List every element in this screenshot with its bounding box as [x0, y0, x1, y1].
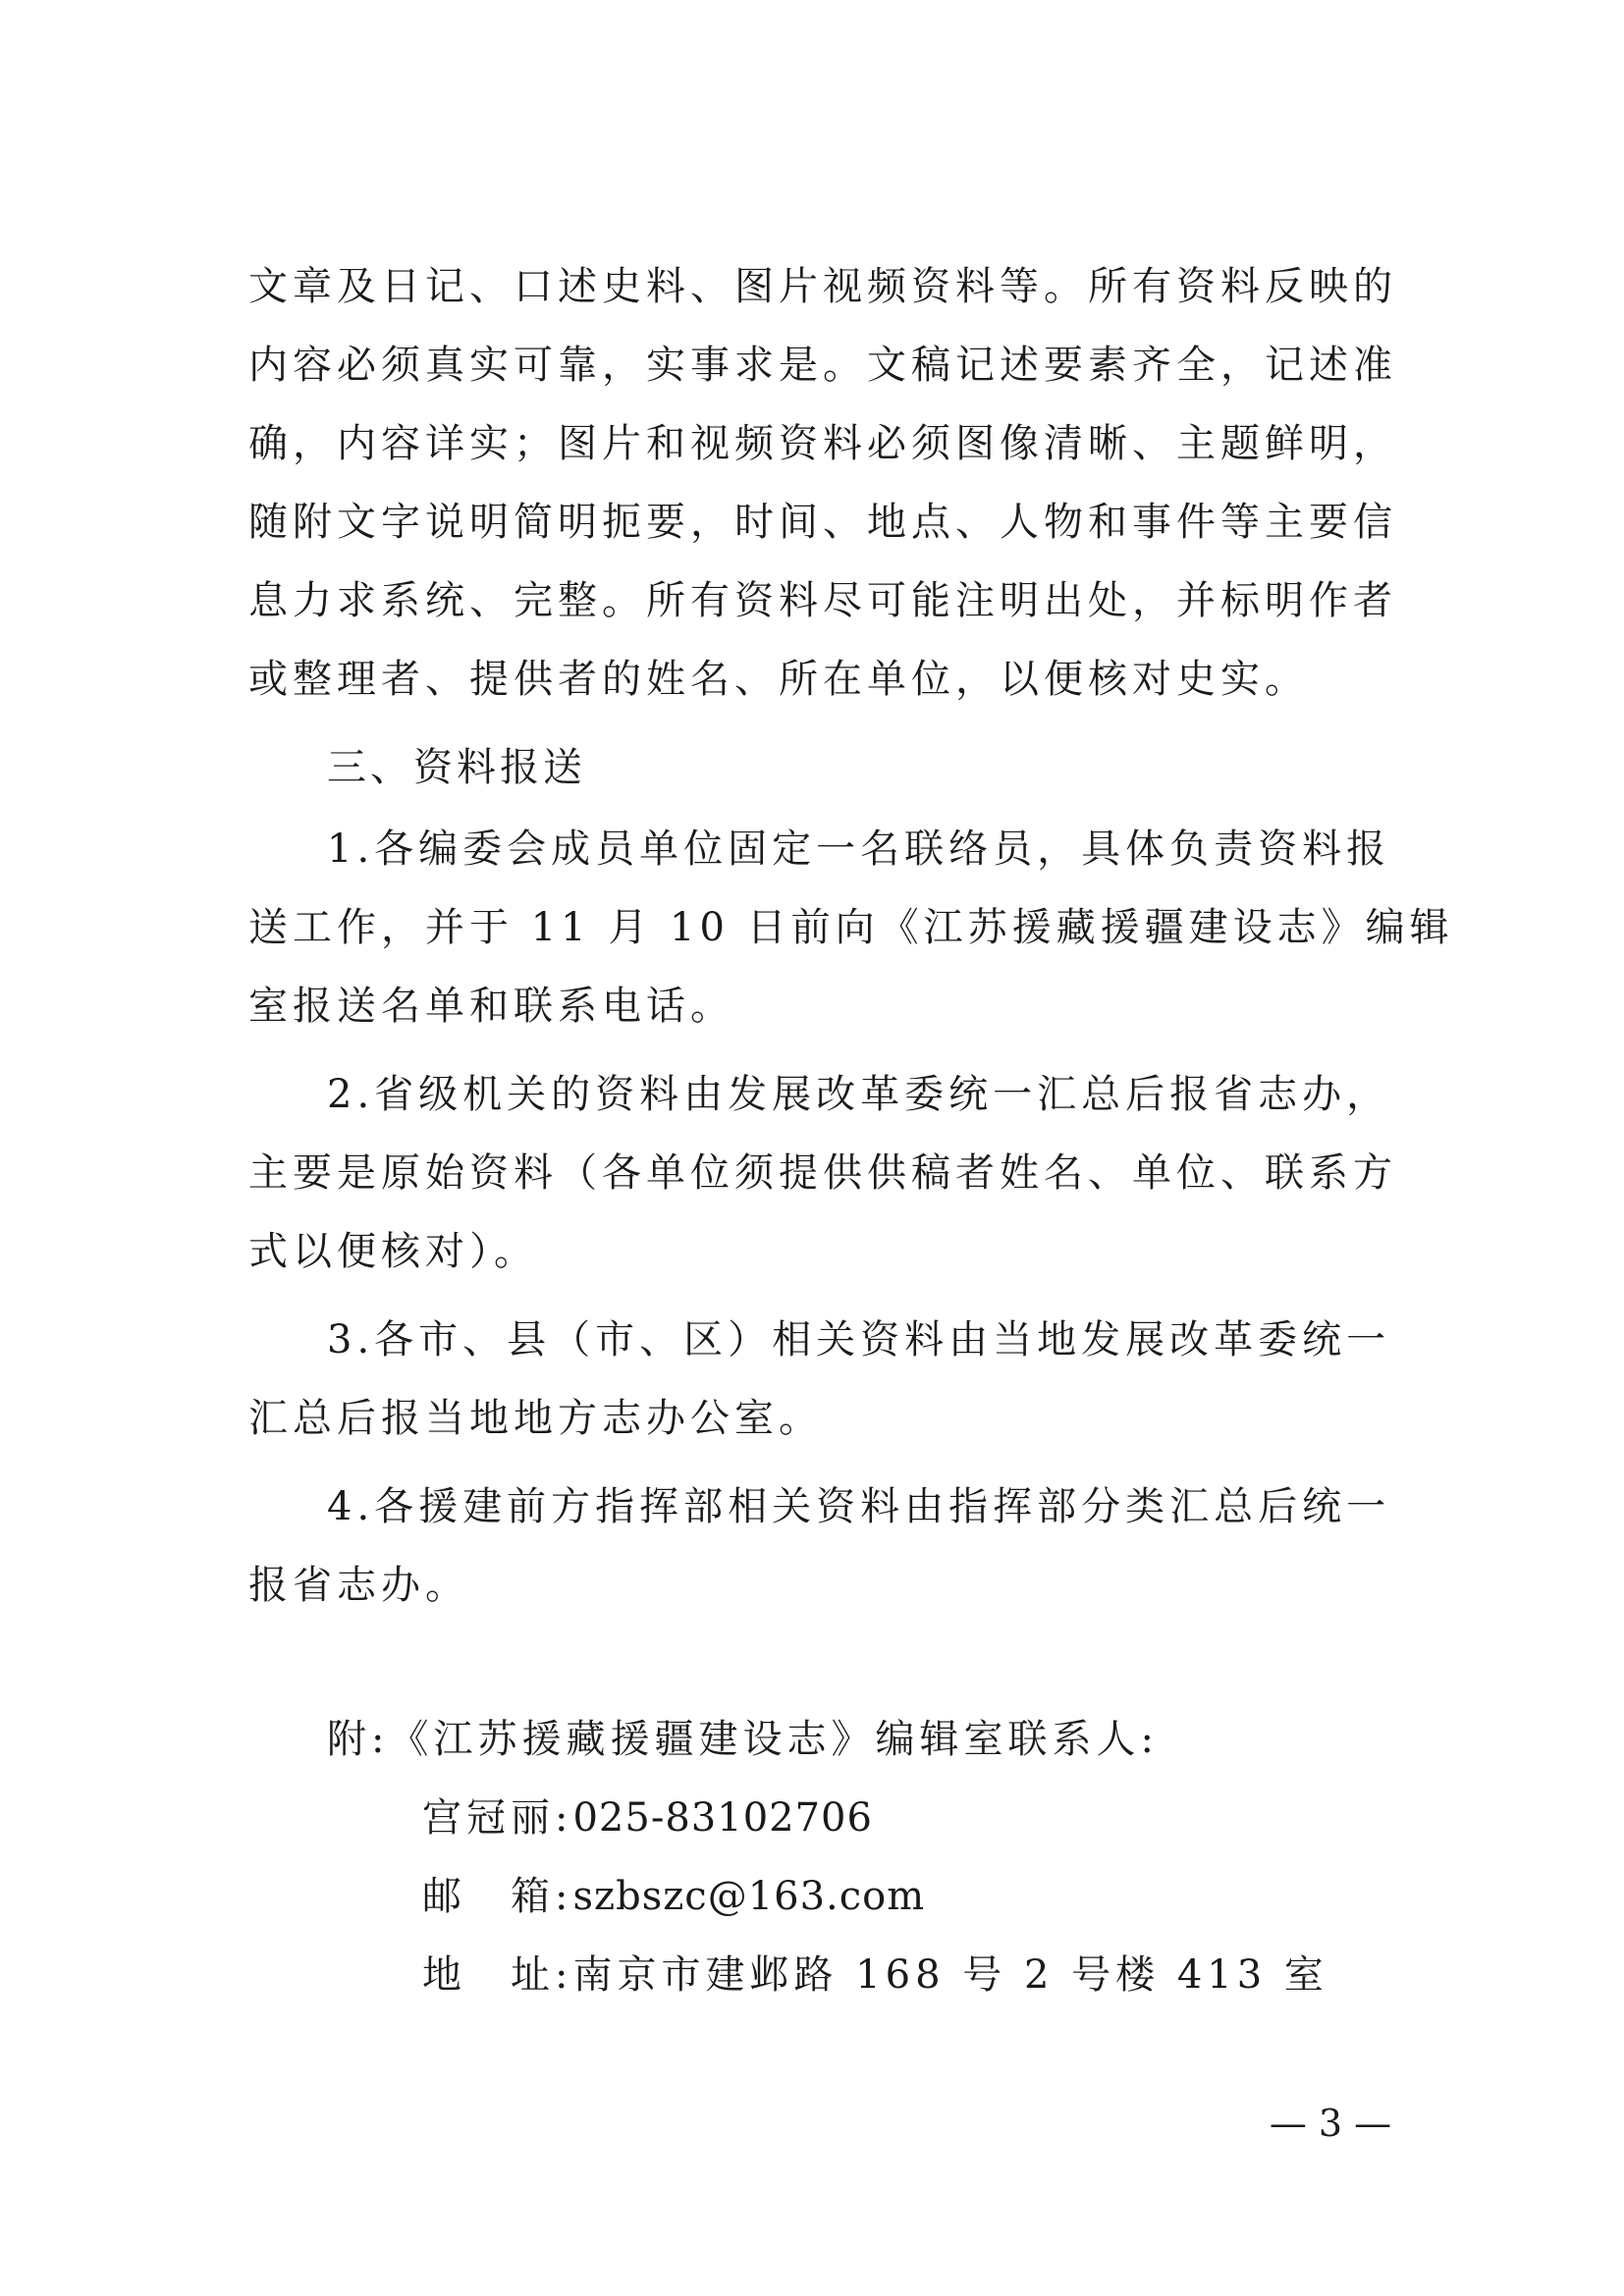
contact-email: [422, 1867, 925, 1926]
contact-address-value: 南京市建邺路 168 号 2 号楼 413 室: [572, 1952, 1328, 1998]
contact-phone-value: 025-83102706: [572, 1795, 873, 1841]
contact-email-value: szbszc@163.com: [572, 1874, 926, 1919]
item-2-line-1: 2.省级机关的资料由发展改革委统一汇总后报省志办，: [327, 1072, 1391, 1117]
contact-email-label: 邮 箱:: [422, 1874, 573, 1919]
item-2-line-2: 主要是原始资料（各单位须提供供稿者姓名、单位、联系方: [248, 1150, 1397, 1196]
attachment-title: 附:《江苏援藏援疆建设志》编辑室联系人:: [327, 1717, 1159, 1762]
contact-phone-label: 宫冠丽:: [422, 1795, 573, 1841]
item-1-line-3: 室报送名单和联系电话。: [248, 984, 734, 1029]
intro-line-4: 随附文字说明简明扼要，时间、地点、人物和事件等主要信: [248, 500, 1397, 545]
intro-line-2: 内容必须真实可靠，实事求是。文稿记述要素齐全，记述准: [248, 343, 1397, 388]
intro-line-6: 或整理者、提供者的姓名、所在单位，以便核对史实。: [248, 657, 1309, 702]
section-heading: 三、资料报送: [327, 745, 586, 790]
item-4-line-2: 报省志办。: [248, 1563, 469, 1608]
item-3-line-1: 3.各市、县（市、区）相关资料由当地发展改革委统一: [327, 1317, 1391, 1362]
item-1-line-2: 送工作，并于 11 月 10 日前向《江苏援藏援疆建设志》编辑: [248, 905, 1454, 950]
item-3-line-2: 汇总后报当地地方志办公室。: [248, 1396, 823, 1441]
contact-address-label: 地 址:: [422, 1952, 573, 1998]
intro-line-1: 文章及日记、口述史料、图片视频资料等。所有资料反映的: [248, 264, 1397, 309]
contact-phone: [422, 1789, 873, 1847]
item-4-line-1: 4.各援建前方指挥部相关资料由指挥部分类汇总后统一: [327, 1484, 1391, 1529]
intro-line-3: 确，内容详实；图片和视频资料必须图像清晰、主题鲜明，: [248, 421, 1397, 466]
intro-line-5: 息力求系统、完整。所有资料尽可能注明出处，并标明作者: [248, 578, 1397, 623]
page-number: — 3 —: [1269, 2102, 1392, 2145]
item-1-line-1: 1.各编委会成员单位固定一名联络员，具体负责资料报: [327, 827, 1391, 872]
contact-address: [422, 1946, 1328, 2004]
item-2-line-3: 式以便核对）。: [248, 1229, 538, 1274]
